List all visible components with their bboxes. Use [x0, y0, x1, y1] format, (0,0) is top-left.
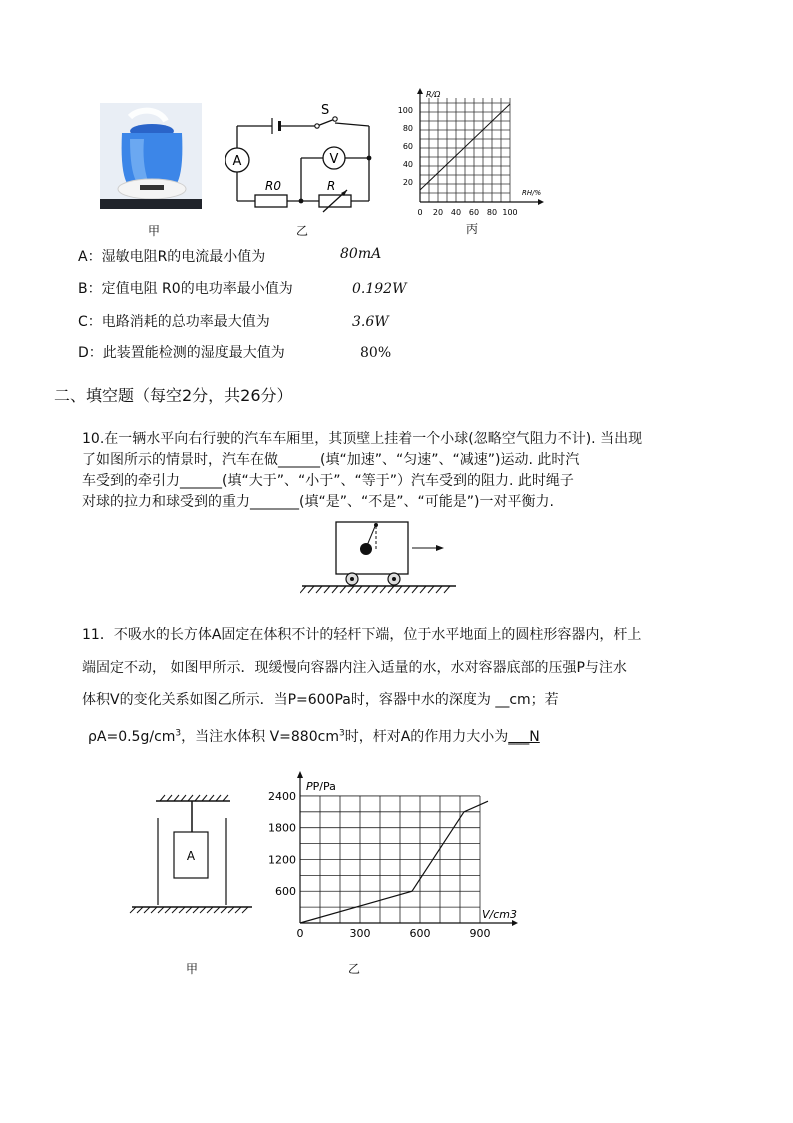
q10-line-4: 对球的拉力和球受到的重力_______(填“是”、“不是”、“可能是”)一对平衡力. — [82, 494, 554, 510]
hatch-line — [188, 795, 193, 801]
direction-arrow-icon — [436, 545, 444, 551]
hatch-line — [216, 795, 221, 801]
bing-xtick: 80 — [486, 208, 498, 217]
hatch-line — [404, 586, 410, 593]
humidifier-photo — [100, 103, 202, 209]
hatch-line — [207, 907, 213, 913]
fig-jia-caption: 甲 — [148, 224, 161, 238]
hatch-line — [300, 586, 306, 593]
option-d-text: D：此装置能检测的湿度最大值为 — [78, 345, 285, 361]
hatch-line — [179, 907, 185, 913]
r-label: R — [327, 179, 336, 193]
option-c-text: C：电路消耗的总功率最大值为 — [78, 314, 270, 330]
hatch-line — [181, 795, 186, 801]
hatch-line — [160, 795, 165, 801]
bing-ylabel: R/Ω — [426, 90, 441, 99]
hatch-line — [193, 907, 199, 913]
switch-label: S — [321, 103, 330, 118]
hatch-line — [428, 586, 434, 593]
hatch-line — [130, 907, 136, 913]
q11-line-4 — [88, 726, 540, 746]
sup-3: 3 — [338, 728, 345, 739]
q10-line-2: 了如图所示的情景时，汽车在做______(填“加速”、“匀速”、“减速”)运动. 此时汽 — [82, 452, 580, 468]
bing-xtick: 100 — [502, 208, 518, 217]
bing-xtick: 0 — [417, 208, 423, 217]
bing-ytick: 20 — [402, 178, 413, 187]
hatch-line — [195, 795, 200, 801]
fig-bing-caption: 丙 — [466, 222, 479, 236]
q10-line-3: 车受到的牵引力______(填“大于”、“小于”、“等于”）汽车受到的阻力. 此时绳子 — [82, 473, 574, 489]
answer-blank: ___N — [508, 729, 540, 745]
humidifier-image — [100, 103, 202, 209]
y-tick-label: 1800 — [268, 821, 296, 835]
hatch-line — [228, 907, 234, 913]
hatch-line — [396, 586, 402, 593]
q10-line-1: 10.在一辆水平向右行驶的汽车车厢里，其顶壁上挂着一个小球(忽略空气阻力不计). 当出现 — [82, 431, 643, 447]
chart-xlabel: V/cm3 — [482, 908, 517, 921]
bing-xtick: 40 — [450, 208, 462, 217]
container-diagram — [128, 792, 260, 916]
rho-text: ρA=0.5g/cm — [88, 729, 176, 745]
hatch-line — [372, 586, 378, 593]
y-tick-label: 1200 — [268, 853, 296, 867]
hatch-line — [174, 795, 179, 801]
x-tick-label: 900 — [469, 927, 491, 940]
hatch-line — [242, 907, 248, 913]
hatch-line — [151, 907, 157, 913]
hatch-line — [172, 907, 178, 913]
hatch-line — [137, 907, 143, 913]
hatch-line — [165, 907, 171, 913]
chart-ylabel: PP/Pa — [306, 780, 336, 793]
q11-yi-caption: 乙 — [348, 962, 361, 976]
hatch-line — [380, 586, 386, 593]
bing-ytick: 80 — [402, 124, 413, 133]
y-tick-label: 2400 — [268, 789, 296, 803]
hatch-line — [167, 795, 172, 801]
option-b-text: B：定值电阻 R0的电功率最小值为 — [78, 281, 293, 297]
volume-text: ，当注水体积 V=880cm — [181, 729, 339, 745]
bing-ytick: 40 — [402, 160, 413, 169]
option-b-value: 0.192W — [352, 281, 407, 297]
hatch-line — [214, 907, 220, 913]
hatch-line — [420, 586, 426, 593]
bing-xtick: 60 — [468, 208, 480, 217]
option-d-value: 80% — [360, 345, 392, 361]
hatch-line — [340, 586, 346, 593]
hatch-line — [444, 586, 450, 593]
circuit-diagram — [225, 98, 385, 213]
block-a-label: A — [186, 849, 196, 863]
q11-line-3: 体积V的变化关系如图乙所示．当P=600Pa时，容器中水的深度为 __cm；若 — [82, 692, 559, 708]
bing-ytick: 100 — [398, 106, 413, 115]
y-tick-label: 600 — [275, 885, 296, 899]
pressure-volume-chart — [262, 768, 527, 946]
q11-line-1: 11．不吸水的长方体A固定在体积不计的轻杆下端，位于水平地面上的圆柱形容器内，杆上 — [82, 627, 642, 643]
q11-jia-caption: 甲 — [186, 962, 199, 976]
hatch-line — [332, 586, 338, 593]
x-tick-label: 600 — [409, 927, 431, 940]
fig-yi-caption: 乙 — [296, 224, 309, 238]
option-c-value: 3.6W — [352, 314, 389, 330]
hatch-line — [436, 586, 442, 593]
hatch-line — [388, 586, 394, 593]
hatch-line — [356, 586, 362, 593]
voltmeter-label: V — [329, 152, 339, 167]
ammeter-label: A — [232, 154, 242, 169]
hatch-line — [235, 907, 241, 913]
hatch-line — [223, 795, 228, 801]
hatch-line — [186, 907, 192, 913]
hatch-line — [200, 907, 206, 913]
hanging-ball — [360, 543, 372, 555]
car-body — [336, 522, 408, 574]
x-tick-label: 300 — [349, 927, 371, 940]
option-a-value: 80mA — [340, 246, 382, 262]
option-a-text: A：湿敏电阻R的电流最小值为 — [78, 249, 266, 265]
bing-xtick: 20 — [432, 208, 444, 217]
force-text: 时，杆对A的作用力大小为 — [344, 729, 509, 745]
hatch-line — [412, 586, 418, 593]
battery-short-plate — [278, 121, 281, 131]
bing-xlabel: RH/% — [522, 189, 542, 197]
hatch-line — [144, 907, 150, 913]
humidity-resistance-graph — [398, 86, 548, 221]
hatch-line — [209, 795, 214, 801]
bing-ytick: 60 — [402, 142, 413, 151]
hatch-line — [221, 907, 227, 913]
hatch-line — [308, 586, 314, 593]
r0-label: R0 — [265, 179, 281, 193]
hatch-line — [202, 795, 207, 801]
section-heading: 二、填空题（每空2分，共26分） — [54, 386, 293, 405]
q11-line-2: 端固定不动， 如图甲所示．现缓慢向容器内注入适量的水，水对容器底部的压强P与注水 — [82, 660, 627, 676]
car-diagram — [300, 518, 460, 596]
x-tick-label: 0 — [296, 927, 304, 940]
sup-3: 3 — [175, 728, 182, 739]
hatch-line — [348, 586, 354, 593]
y-axis-arrow — [297, 771, 303, 778]
hatch-line — [158, 907, 164, 913]
hatch-line — [364, 586, 370, 593]
hatch-line — [324, 586, 330, 593]
hatch-line — [316, 586, 322, 593]
